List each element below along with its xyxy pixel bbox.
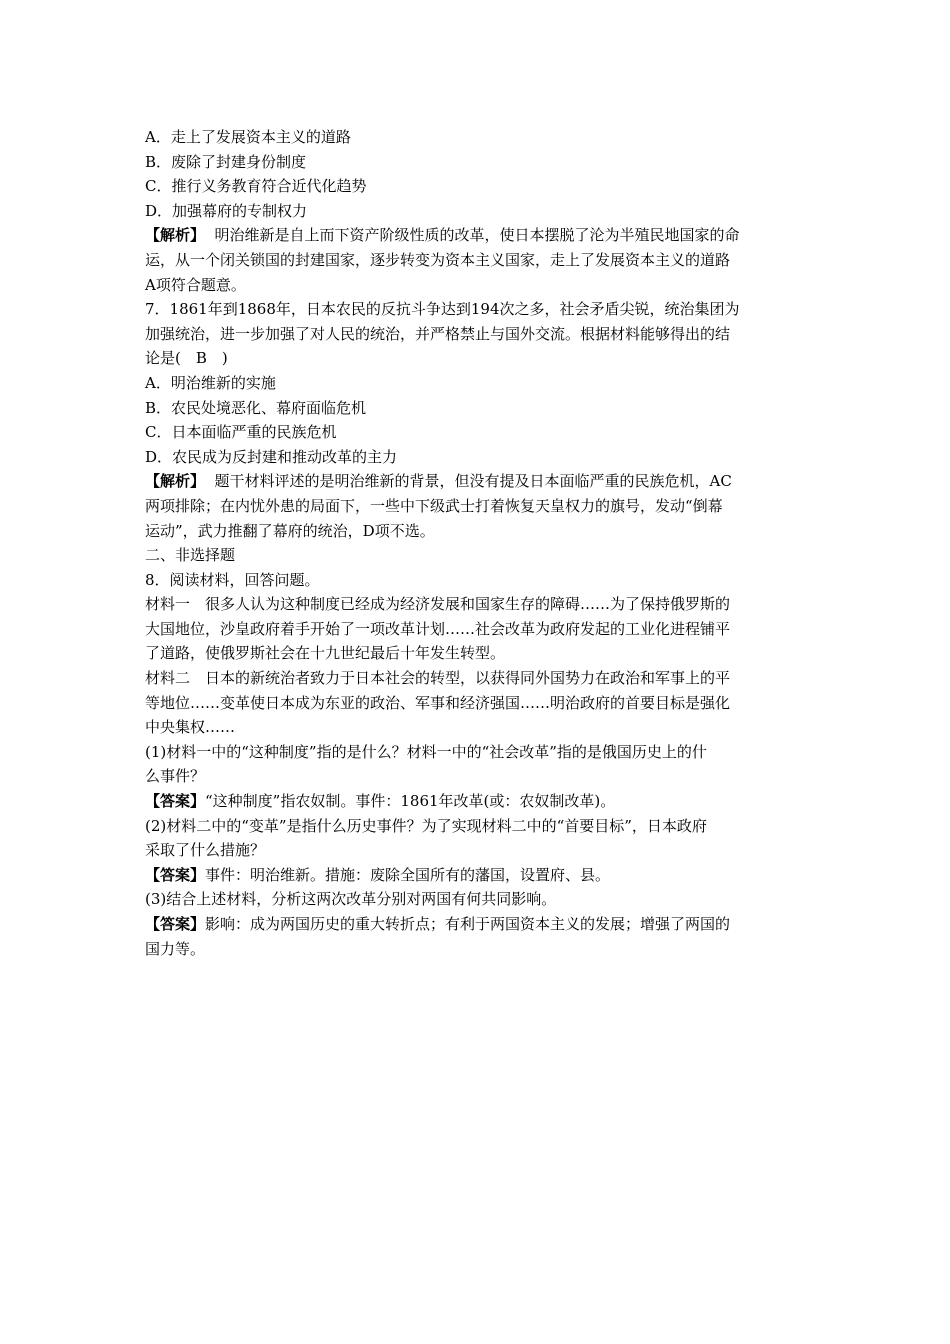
q8-sub1-answer-text: “这种制度”指农奴制。事件：1861年改革(或：农奴制改革)。 — [205, 792, 616, 811]
q8-stem: 8．阅读材料，回答问题。 — [145, 570, 320, 589]
q8-sub2-answer-tag: 【答案】 — [145, 865, 206, 884]
q7-stem-line-1: 7．1861年到1868年，日本农民的反抗斗争达到194次之多，社会矛盾尖锐，统治集团为 — [145, 300, 740, 319]
q7-option-c: C．日本面临严重的民族危机 — [145, 423, 337, 442]
q7-analysis-tag: 【解析】 — [145, 472, 206, 491]
q6-option-a: A．走上了发展资本主义的道路 — [145, 128, 351, 146]
q6-analysis-text-1: 明治维新是自上而下资产阶级性质的改革，使日本摆脱了沦为半殖民地国家的命 — [205, 226, 740, 245]
q7-analysis-line-2: 两项排除；在内忧外患的局面下，一些中下级武士打着恢复天皇权力的旗号，发动“倒幕 — [145, 496, 723, 515]
q8-material-2-line-1: 材料二 日本的新统治者致力于日本社会的转型，以获得同外国势力在政治和军事上的平 — [145, 669, 731, 688]
q7-option-b: B．农民处境恶化、幕府面临危机 — [145, 398, 367, 417]
q8-sub2-question-line-1: (2)材料二中的“变革”是指什么历史事件？为了实现材料二中的“首要目标”，日本政府 — [145, 816, 707, 835]
q7-stem-line-3: 论是( B ) — [145, 349, 228, 368]
q8-sub1 — [145, 740, 809, 814]
q8-sub3 — [145, 887, 809, 961]
q6-analysis-tag: 【解析】 — [145, 226, 206, 245]
q8-sub1-answer — [145, 789, 809, 814]
q8-sub1-question-line-2: 么事件？ — [145, 767, 206, 786]
document-page — [145, 125, 809, 961]
q8-material-1 — [145, 592, 809, 666]
q8-sub1-question-line-1: (1)材料一中的“这种制度”指的是什么？材料一中的“社会改革”指的是俄国历史上的什 — [145, 742, 707, 761]
section-heading: 二、非选择题 — [145, 546, 236, 565]
q7-analysis-text-1: 题干材料评述的是明治维新的背景，但没有提及日本面临严重的民族危机，AC — [205, 472, 732, 491]
q8-material-2-line-3: 中央集权…… — [145, 718, 236, 737]
q8-sub3-answer-text-1: 影响：成为两国历史的重大转折点；有利于两国资本主义的发展；增强了两国的 — [205, 915, 731, 933]
q8-sub2-question-line-2: 采取了什么措施？ — [145, 841, 266, 860]
q8-sub3-question-line-1: (3)结合上述材料，分析这两次改革分别对两国有何共同影响。 — [145, 890, 557, 909]
q7-analysis-line-3: 运动”，武力推翻了幕府的统治，D项不选。 — [145, 521, 435, 540]
q8-sub3-answer-line-2: 国力等。 — [145, 939, 206, 958]
q7-option-a: A．明治维新的实施 — [145, 373, 276, 392]
q7-options — [145, 371, 809, 469]
q8-sub3-answer-tag: 【答案】 — [145, 915, 206, 933]
q8-material-1-line-2: 大国地位，沙皇政府着手开始了一项改革计划……社会改革为政府发起的工业化进程铺平 — [145, 619, 731, 638]
q8-sub1-answer-tag: 【答案】 — [145, 792, 206, 811]
q8-material-2 — [145, 666, 809, 740]
q8-sub2 — [145, 814, 809, 888]
q7-stem-line-2: 加强统治，进一步加强了对人民的统治，并严格禁止与国外交流。根据材料能够得出的结 — [145, 324, 731, 343]
q7-stem — [145, 297, 809, 371]
q8-material-2-line-2: 等地位……变革使日本成为东亚的政治、军事和经济强国……明治政府的首要目标是强化 — [145, 693, 731, 712]
q8-material-1-line-1: 材料一 很多人认为这种制度已经成为经济发展和国家生存的障碍……为了保持俄罗斯的 — [145, 595, 731, 614]
q7-option-d: D．农民成为反封建和推动改革的主力 — [145, 447, 398, 466]
q6-analysis-line-3: A项符合题意。 — [145, 275, 246, 294]
q7-analysis — [145, 469, 809, 543]
q7-analysis-line-1 — [145, 469, 809, 494]
q6-analysis-line-1 — [145, 223, 809, 248]
q8-sub2-answer — [145, 863, 809, 888]
q6-option-c: C．推行义务教育符合近代化趋势 — [145, 177, 367, 196]
q8-sub3-answer — [145, 912, 809, 937]
q6-option-d: D．加强幕府的专制权力 — [145, 201, 308, 220]
q6-analysis — [145, 223, 809, 297]
q8-sub2-answer-text: 事件：明治维新。措施：废除全国所有的藩国，设置府、县。 — [205, 865, 611, 884]
q6-analysis-line-2: 运，从一个闭关锁国的封建国家，逐步转变为资本主义国家，走上了发展资本主义的道路 — [145, 250, 731, 269]
q8-material-1-line-3: 了道路，使俄罗斯社会在十九世纪最后十年发生转型。 — [145, 644, 506, 663]
q6-options — [145, 125, 809, 223]
q6-option-b: B．废除了封建身份制度 — [145, 152, 307, 171]
